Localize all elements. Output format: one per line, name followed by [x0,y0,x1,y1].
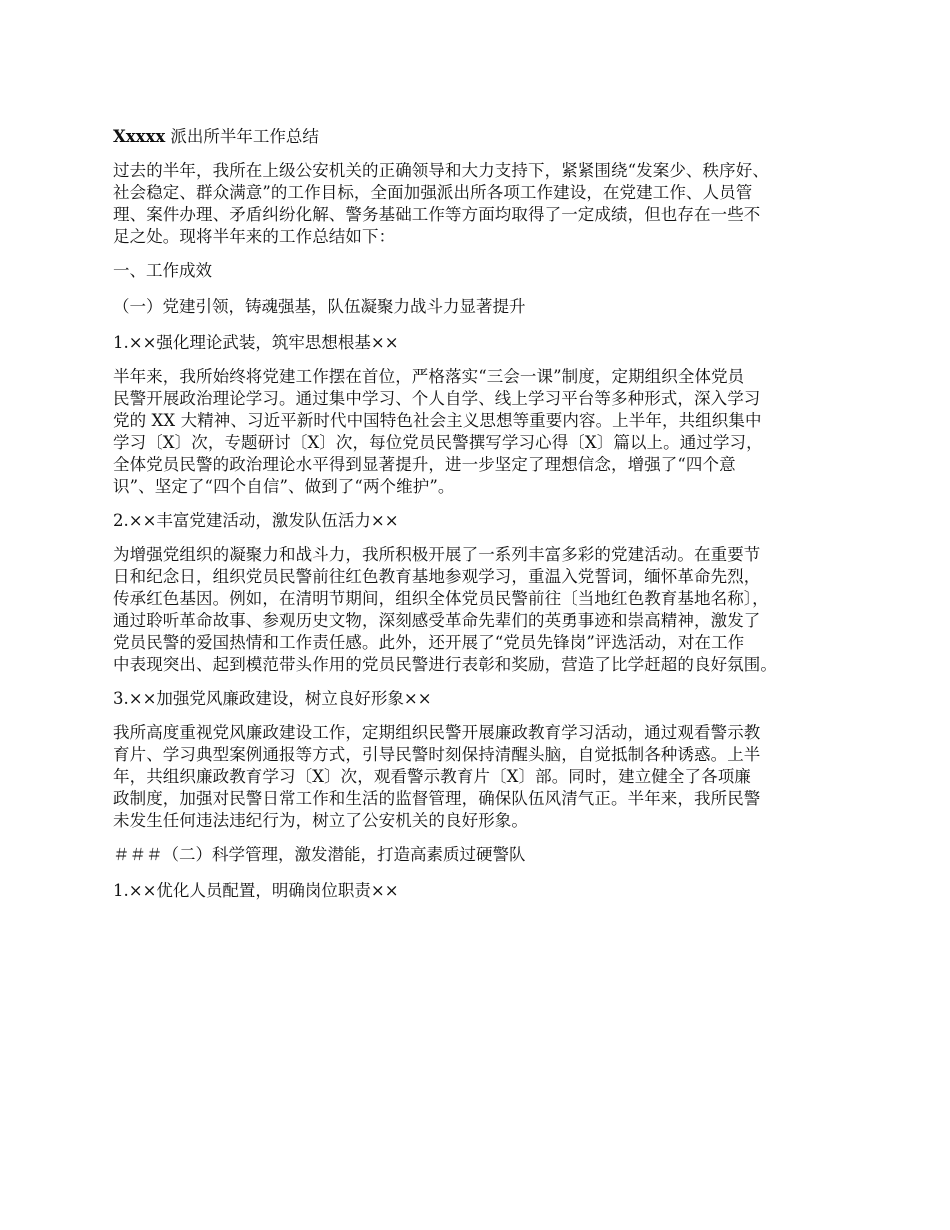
text-line: 学习〔X〕次，专题研讨〔X〕次，每位党员民警撰写学习心得〔X〕篇以上。通过学习， [113,433,763,452]
section-heading: 一、工作成效 [113,261,212,280]
text-line: 政制度，加强对民警日常工作和生活的监督管理，确保队伍风清气正。半年来，我所民警 [113,789,761,808]
text-line: 过去的半年，我所在上级公安机关的正确领导和大力支持下，紧紧围绕“发案少、秩序好、 [113,161,769,180]
item-heading: 1.××优化人员配置，明确岗位职责×× [113,881,399,900]
title-text: 派出所半年工作总结 [165,127,319,146]
item-heading: 2.××丰富党建活动，激发队伍活力×× [113,511,399,530]
text-line: 半年来，我所始终将党建工作摆在首位，严格落实“三会一课”制度，定期组织全体党员 [113,367,745,386]
text-line: 理、案件办理、矛盾纠纷化解、警务基础工作等方面均取得了一定成绩，但也存在一些不 [113,205,761,224]
document-title [113,124,853,150]
text-line: 社会稳定、群众满意”的工作目标，全面加强派出所各项工作建设，在党建工作、人员管 [113,183,753,202]
text-line: 为增强党组织的凝聚力和战斗力，我所积极开展了一系列丰富多彩的党建活动。在重要节 [113,545,761,564]
text-line: 育片、学习典型案例通报等方式，引导民警时刻保持清醒头脑，自觉抵制各种诱惑。上半 [113,745,761,764]
text-line: 未发生任何违法违纪行为，树立了公安机关的良好形象。 [113,811,528,830]
subsection-heading: （一）党建引领，铸魂强基，队伍凝聚力战斗力显著提升 [113,297,526,316]
text-line: 全体党员民警的政治理论水平得到显著提升，进一步坚定了理想信念，增强了“四个意 [113,455,736,474]
body-paragraph [113,722,853,832]
text-line: 党的 XX 大精神、习近平新时代中国特色社会主义思想等重要内容。上半年，共组织集中 [113,411,762,430]
subsection-heading: ＃＃＃（二）科学管理，激发潜能，打造高素质过硬警队 [113,845,526,864]
body-paragraph [113,366,853,498]
text-line: 足之处。现将半年来的工作总结如下： [113,227,396,246]
text-line: 中表现突出、起到模范带头作用的党员民警进行表彰和奖励，营造了比学赶超的良好氛围。 [113,655,777,674]
document-page [113,124,853,914]
title-station-name: Xxxxx [113,127,166,146]
item-heading: 1.××强化理论武装，筑牢思想根基×× [113,333,399,352]
text-line: 识”、坚定了“四个自信”、做到了“两个维护”。 [113,477,455,496]
text-line: 传承红色基因。例如，在清明节期间，组织全体党员民警前往〔当地红色教育基地名称〕， [113,589,769,608]
text-line: 民警开展政治理论学习。通过集中学习、个人自学、线上学习平台等多种形式，深入学习 [113,389,761,408]
text-line: 年，共组织廉政教育学习〔X〕次，观看警示教育片〔X〕部。同时，建立健全了各项廉 [113,767,751,786]
text-line: 我所高度重视党风廉政建设工作，定期组织民警开展廉政教育学习活动，通过观看警示教 [113,723,761,742]
intro-paragraph [113,160,853,248]
body-paragraph [113,544,853,676]
text-line: 党员民警的爱国热情和工作责任感。此外，还开展了“党员先锋岗”评选活动，对在工作 [113,633,745,652]
item-heading: 3.××加强党风廉政建设，树立良好形象×× [113,689,432,708]
text-line: 日和纪念日，组织党员民警前往红色教育基地参观学习，重温入党誓词，缅怀革命先烈， [113,567,761,586]
text-line: 通过聆听革命故事、参观历史文物，深刻感受革命先辈们的英勇事迹和崇高精神，激发了 [113,611,761,630]
